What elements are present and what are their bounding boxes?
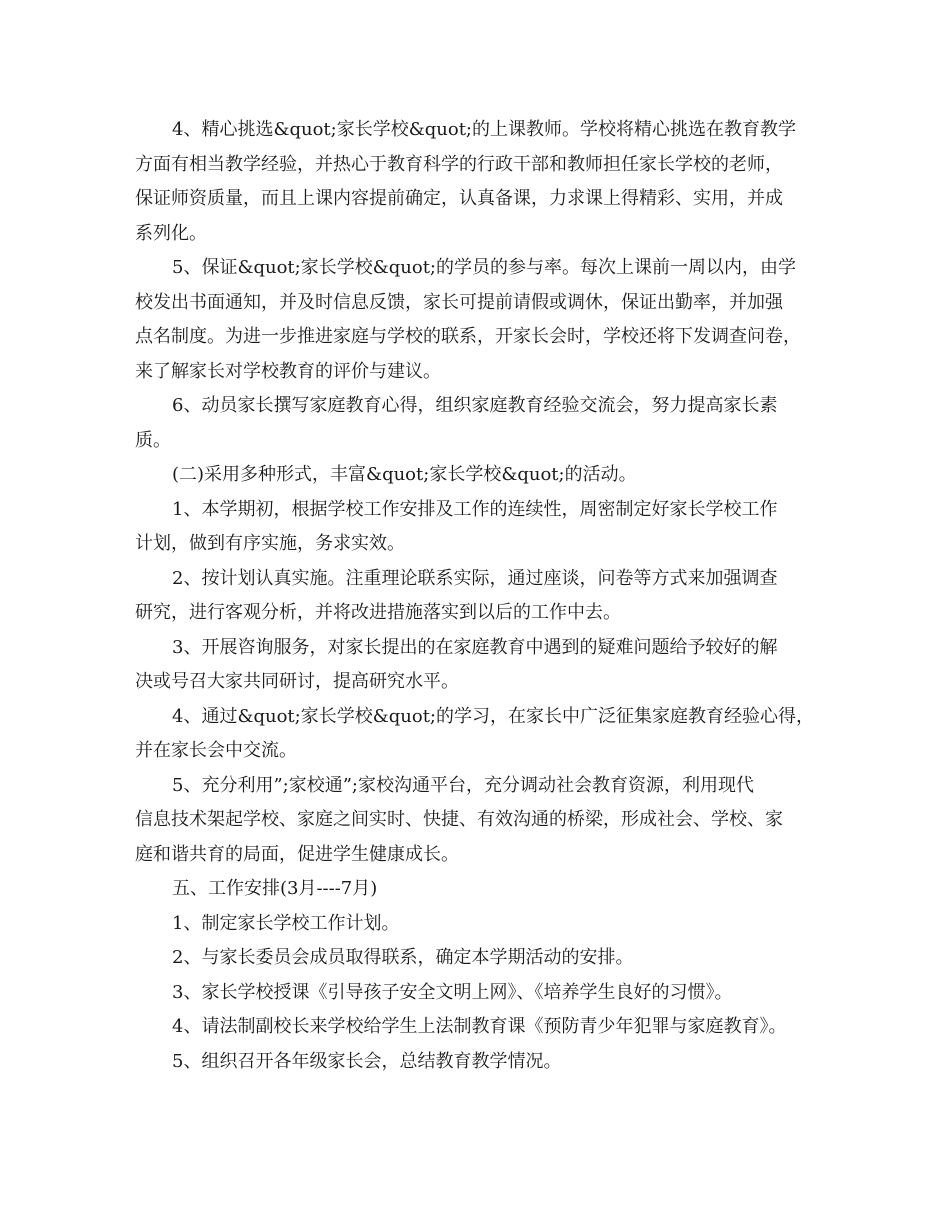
text-line: 6、动员家长撰写家庭教育心得，组织家庭教育经验交流会，努力提高家长素 [172,395,778,416]
text-line: 4、精心挑选&quot;家长学校&quot;的上课教师。学校将精心挑选在教育教学 [172,119,796,140]
text-line: 1、本学期初，根据学校工作安排及工作的连续性，周密制定好家长学校工作 [172,498,778,520]
text-line: 系列化。 [135,222,207,244]
text-line: 来了解家长对学校教育的评价与建议。 [135,360,441,382]
text-line: 5、保证&quot;家长学校&quot;的学员的参与率。每次上课前一周以内，由学 [172,257,796,278]
text-line: 方面有相当教学经验，并热心于教育科学的行政干部和教师担任家长学校的老师， [135,153,783,175]
text-line: 4、通过&quot;家长学校&quot;的学习，在家长中广泛征集家庭教育经验心得， [172,705,814,727]
section-heading: 五、工作安排(3月----7月) [172,878,378,899]
text-line: 研究，进行客观分析，并将改进措施落实到以后的工作中去。 [135,602,621,623]
text-line: 3、开展咨询服务，对家长提出的在家庭教育中遇到的疑难问题给予较好的解 [172,636,778,658]
text-line: 5、充分利用”;家校通”;家校沟通平台，充分调动社会教育资源，利用现代 [172,774,754,796]
text-line: 5、组织召开各年级家长会，总结教育教学情况。 [172,1050,562,1072]
text-line: 保证师资质量，而且上课内容提前确定，认真备课，力求课上得精彩、实用，并成 [135,188,783,209]
text-line: 并在家长会中交流。 [135,740,297,761]
document-body [135,113,825,1079]
text-line: 3、家长学校授课《引导孩子安全文明上网》、《培养学生良好的习惯》。 [172,981,733,1003]
text-line: 决或号召大家共同研讨，提高研究水平。 [135,671,459,692]
text-line: 2、按计划认真实施。注重理论联系实际，通过座谈，问卷等方式来加强调查 [172,567,778,589]
text-line: 质。 [135,429,171,451]
text-line: 信息技术架起学校、家庭之间实时、快捷、有效沟通的桥梁，形成社会、学校、家 [135,809,783,830]
text-line: 计划，做到有序实施，务求实效。 [135,533,405,554]
section-heading: (二)采用多种形式，丰富&quot;家长学校&quot;的活动。 [172,464,637,485]
text-line: 4、请法制副校长来学校给学生上法制教育课《预防青少年犯罪与家庭教育》。 [172,1016,787,1037]
text-line: 庭和谐共育的局面，促进学生健康成长。 [135,843,459,865]
text-line: 点名制度。为进一步推进家庭与学校的联系，开家长会时，学校还将下发调查问卷， [135,326,801,347]
text-line: 校发出书面通知，并及时信息反馈，家长可提前请假或调休，保证出勤率，并加强 [135,291,783,313]
text-line: 1、制定家长学校工作计划。 [172,912,400,934]
text-line: 2、与家长委员会成员取得联系，确定本学期活动的安排。 [172,947,634,968]
